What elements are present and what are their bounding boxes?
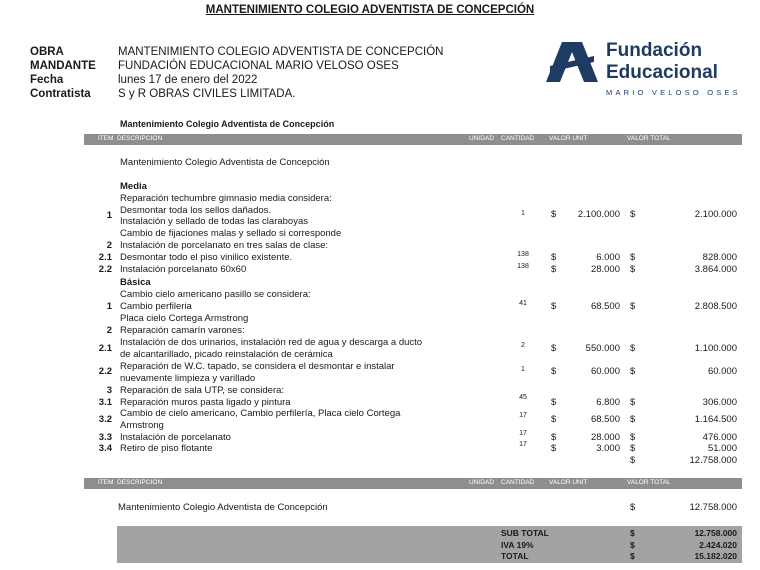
row-desc-line: Armstrong <box>120 420 164 431</box>
totals-box <box>117 526 742 563</box>
row-currency: $ <box>551 264 557 275</box>
col-descripcion: DESCRIPCIÓN <box>117 479 163 486</box>
row-item: 2 <box>106 240 112 251</box>
row-item: 3.4 <box>98 443 112 454</box>
row-desc-line: Desmontar todo el piso vinilico existente. <box>120 252 293 263</box>
row-currency: $ <box>551 443 557 454</box>
column-header-bar <box>84 134 742 145</box>
iva-currency: $ <box>630 540 635 550</box>
row-currency: $ <box>630 252 636 263</box>
row-cantidad: 138 <box>517 251 529 258</box>
row-item: 2 <box>106 325 112 336</box>
row-desc-line: Cambio de fijaciones malas y sellado si corresponde <box>120 228 342 239</box>
row-item: 2.1 <box>98 343 112 354</box>
row-currency: $ <box>630 366 636 377</box>
row-currency: $ <box>551 301 557 312</box>
row-desc-line: Instalación de dos urinarios, instalación red de agua y descarga a ducto <box>120 337 423 348</box>
col-cantidad: CANTIDAD <box>501 479 535 486</box>
row-item: 1 <box>106 210 112 221</box>
row-desc-line: Cambio perfileria <box>120 301 192 312</box>
row-currency: $ <box>551 209 557 220</box>
row-valor-unit: 550.000 <box>585 343 620 354</box>
sub-total-value: 12.758.000 <box>694 528 737 538</box>
row-desc-line: Reparación de W.C. tapado, se considera el desmontar e instalar <box>120 361 395 372</box>
row-valor-unit: 6.000 <box>596 252 620 263</box>
iva-value: 2.424.020 <box>699 540 737 550</box>
logo-line-2: Educacional <box>606 62 718 83</box>
row-desc-line: Cambio cielo americano pasillo se considera: <box>120 289 311 300</box>
total-label: TOTAL <box>501 551 529 561</box>
row-valor-unit: 28.000 <box>590 264 620 275</box>
row-cantidad: 1 <box>521 366 525 373</box>
row-valor-unit: 60.000 <box>590 366 620 377</box>
obra-label: OBRA <box>30 46 64 58</box>
row-currency: $ <box>630 397 636 408</box>
row-item: 2.1 <box>98 252 112 263</box>
document-title: MANTENIMIENTO COLEGIO ADVENTISTA DE CONCEPCIÓN <box>205 4 535 16</box>
col-item: ITEM <box>98 479 114 486</box>
summary-desc: Mantenimiento Colegio Adventista de Concepción <box>118 502 328 513</box>
row-valor-total: 60.000 <box>707 366 737 377</box>
row-cantidad: 45 <box>519 394 527 401</box>
row-desc-line: de alcantarillado, picado reinstalación de cerámica <box>120 349 333 360</box>
row-desc-line: Cambio de cielo americano, Cambio perfilería, Placa cielo Cortega <box>120 408 401 419</box>
col-valor-total: VALOR TOTAL <box>627 479 671 486</box>
row-valor-unit: 2.100.000 <box>577 209 620 220</box>
fecha-label: Fecha <box>30 74 64 86</box>
row-valor-total: 2.100.000 <box>694 209 737 220</box>
row-item: 3.3 <box>98 432 112 443</box>
section-title: Mantenimiento Colegio Adventista de Concepción <box>120 119 335 129</box>
row-currency: $ <box>630 301 636 312</box>
row-valor-unit: 28.000 <box>590 432 620 443</box>
row-desc-line: Instalación de porcelanato en tres salas de clase: <box>120 240 329 251</box>
basica-heading: Básica <box>120 277 151 288</box>
row-cantidad: 138 <box>517 263 529 270</box>
row-valor-unit: 68.500 <box>590 414 620 425</box>
row-currency: $ <box>551 397 557 408</box>
row-desc-line: nuevamente limpieza y varillado <box>120 373 256 384</box>
row-desc-line: Reparación camarín varones: <box>120 325 245 336</box>
obra-value: MANTENIMIENTO COLEGIO ADVENTISTA DE CONCEPCIÓN <box>118 46 444 58</box>
subtotal-value: 12.758.000 <box>689 455 737 466</box>
row-currency: $ <box>630 414 636 425</box>
col-valor-unit: VALOR UNIT <box>549 135 588 142</box>
row-valor-total: 1.164.500 <box>694 414 737 425</box>
row-currency: $ <box>630 443 636 454</box>
row-desc-line: Instalación porcelanato 60x60 <box>120 264 247 275</box>
row-currency: $ <box>630 264 636 275</box>
media-heading: Media <box>120 181 147 192</box>
logo-line-3: MARIO VELOSO OSES <box>606 88 741 97</box>
row-currency: $ <box>630 432 636 443</box>
summary-currency: $ <box>630 502 636 513</box>
fundacion-logo <box>546 40 746 102</box>
contratista-value: S y R OBRAS CIVILES LIMITADA. <box>118 88 296 100</box>
row-desc-line: Desmontar toda los sellos dañados. <box>120 205 272 216</box>
row-item: 2.2 <box>98 264 112 275</box>
row-desc-line: Reparación de sala UTP, se considera: <box>120 385 285 396</box>
row-valor-total: 51.000 <box>707 443 737 454</box>
row-valor-unit: 68.500 <box>590 301 620 312</box>
logo-line-1: Fundación <box>606 40 703 61</box>
col-unidad: UNIDAD <box>469 135 494 142</box>
row-item: 3.2 <box>98 414 112 425</box>
row-cantidad: 1 <box>521 210 525 217</box>
row-item: 3.1 <box>98 397 112 408</box>
iva-label: IVA 19% <box>501 540 534 550</box>
row-valor-total: 306.000 <box>702 397 737 408</box>
row-desc-line: Instalación y sellado de todas las claraboyas <box>120 216 309 227</box>
fecha-value: lunes 17 de enero del 2022 <box>118 74 258 86</box>
row-currency: $ <box>630 209 636 220</box>
row-cantidad: 17 <box>519 412 527 419</box>
row-currency: $ <box>630 343 636 354</box>
row-desc-line: Reparación muros pasta ligado y pintura <box>120 397 291 408</box>
col-item: ITEM <box>98 135 114 142</box>
row-item: 1 <box>106 301 112 312</box>
row-valor-total: 3.864.000 <box>694 264 737 275</box>
total-value: 15.182.020 <box>694 551 737 561</box>
row-item: 2.2 <box>98 366 112 377</box>
sub-total-label: SUB TOTAL <box>501 528 549 538</box>
row-currency: $ <box>551 414 557 425</box>
col-descripcion: DESCRIPCIÓN <box>117 135 163 142</box>
col-valor-total: VALOR TOTAL <box>627 135 671 142</box>
row-currency: $ <box>551 432 557 443</box>
contratista-label: Contratista <box>30 88 91 100</box>
col-valor-unit: VALOR UNIT <box>549 479 588 486</box>
mandante-label: MANDANTE <box>30 60 96 72</box>
row-cantidad: 17 <box>519 441 527 448</box>
row-currency: $ <box>551 252 557 263</box>
row-desc-line: Reparación techumbre gimnasio media considera: <box>120 193 332 204</box>
col-cantidad: CANTIDAD <box>501 135 535 142</box>
row-valor-total: 1.100.000 <box>694 343 737 354</box>
row-item: 3 <box>106 385 112 396</box>
mandante-value: FUNDACIÓN EDUCACIONAL MARIO VELOSO OSES <box>118 60 399 72</box>
summary-value: 12.758.000 <box>689 502 737 513</box>
fundacion-logo-icon <box>546 42 598 84</box>
row-valor-unit: 6.800 <box>596 397 620 408</box>
row-valor-total: 2.808.500 <box>694 301 737 312</box>
row-cantidad: 41 <box>519 300 527 307</box>
row-cantidad: 2 <box>521 342 525 349</box>
row-desc-line: Placa cielo Cortega Armstrong <box>120 313 249 324</box>
col-unidad: UNIDAD <box>469 479 494 486</box>
summary-header-bar <box>84 478 742 489</box>
total-currency: $ <box>630 551 635 561</box>
row-valor-total: 476.000 <box>702 432 737 443</box>
row-desc-line: Retiro de piso flotante <box>120 443 213 454</box>
row-cantidad: 17 <box>519 430 527 437</box>
table-heading: Mantenimiento Colegio Adventista de Concepción <box>120 157 330 168</box>
row-valor-unit: 3.000 <box>596 443 620 454</box>
subtotal-currency: $ <box>630 455 636 466</box>
row-valor-total: 828.000 <box>702 252 737 263</box>
sub-total-currency: $ <box>630 528 635 538</box>
row-currency: $ <box>551 343 557 354</box>
row-desc-line: Instalación de porcelanato <box>120 432 231 443</box>
row-currency: $ <box>551 366 557 377</box>
